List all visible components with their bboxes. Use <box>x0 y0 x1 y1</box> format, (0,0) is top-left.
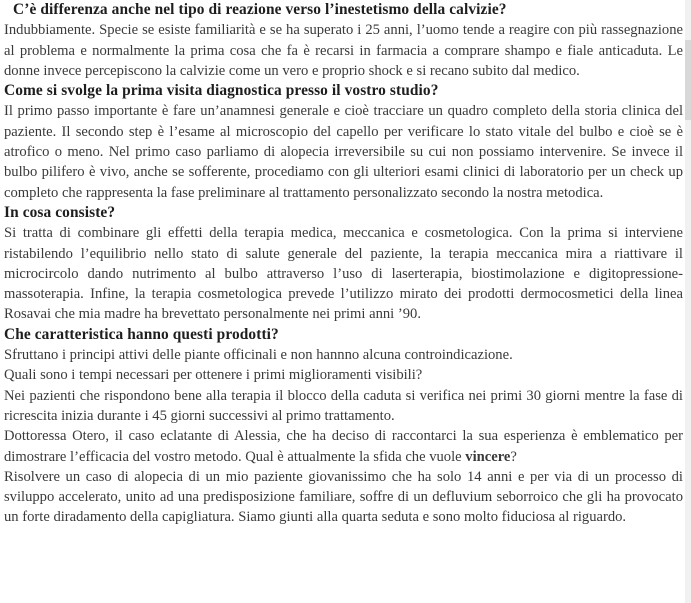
article-body <box>4 0 683 528</box>
answer-paragraph: Si tratta di combinare gli effetti della terapia medica, meccanica e cosmetologica. Con la prima si interviene ristabilendo l’equilibrio nello stato di salute generale del paziente, la terapia meccanica mira a riattivare il microcircolo dando nutrimento al bulbo attraverso l’uso di laserterapia, biostimolazione e digitopressione-massoterapia. Infine, la terapia cosmetologica prevede l’utilizzo mirato dei prodotti dermocosmetici della linea Rosavai che mia madre ha brevettato personalmente nei primi anni ’90. <box>4 225 683 323</box>
answer-paragraph: Il primo passo importante è fare un’anamnesi generale e cioè tracciare un quadro completo della storia clinica del paziente. Il secondo step è l’esame al microscopio del capello per verificare lo stato vitale del bulbo e cioè se è atrofico o meno. Nel primo caso parliamo di alopecia irreversibile su cui non possiamo intervenire. Se invece il bulbo pilifero è vivo, anche se sofferente, procediamo con gli ulteriori esami clinici di laboratorio per un check up completo che rappresenta la fase preliminare al trattamento personalizzato secondo la nostra metodica. <box>4 103 683 201</box>
answer-paragraph: Risolvere un caso di alopecia di un mio paziente giovanissimo che ha solo 14 anni e per via di un processo di sviluppo accelerato, unito ad una predisposizione familiare, soffre di un defluvium seborroico che gli ha provocato un forte diradamento della capigliatura. Siamo giunti alla quarta seduta e sono molto fiduciosa al riguardo. <box>4 468 683 526</box>
question-text: Dottoressa Otero, il caso eclatante di Alessia, che ha deciso di raccontarci la sua esperienza è emblematico per dimostrare l’efficacia del vostro metodo. Qual è attualmente la sfida che vuole <box>4 428 683 465</box>
answer-paragraph: Sfruttano i principi attivi delle piante officinali e non hannno alcuna controindicazione. <box>4 347 513 364</box>
question-heading: Che caratteristica hanno questi prodotti? <box>4 325 279 343</box>
question-paragraph <box>4 426 683 467</box>
vertical-scrollbar[interactable] <box>685 0 691 603</box>
question-paragraph: Quali sono i tempi necessari per ottenere i primi miglioramenti visibili? <box>4 367 423 384</box>
question-mark: ? <box>510 448 517 465</box>
question-heading: In cosa consiste? <box>4 203 116 221</box>
question-heading: Come si svolge la prima visita diagnostica presso il vostro studio? <box>4 82 439 100</box>
question-heading: C’è differenza anche nel tipo di reazione verso l’inestetismo della calvizie? <box>13 1 507 18</box>
scrollbar-thumb[interactable] <box>685 40 691 120</box>
emphasis-text: vincere <box>465 448 511 465</box>
answer-paragraph: Indubbiamente. Specie se esiste familiarità e se ha superato i 25 anni, l’uomo tende a reagire con più rassegnazione al problema e normalmente la prima cosa che fa è recarsi in farmacia a comprare shampo e fiale anticaduta. Le donne invece percepiscono la calvizie come un vero e proprio shock e si recano subito dal medico. <box>4 22 683 79</box>
answer-paragraph: Nei pazienti che rispondono bene alla terapia il blocco della caduta si verifica nei primi 30 giorni mentre la fase di ricrescita inizia durante i 45 giorni successivi al primo trattamento. <box>4 387 683 424</box>
